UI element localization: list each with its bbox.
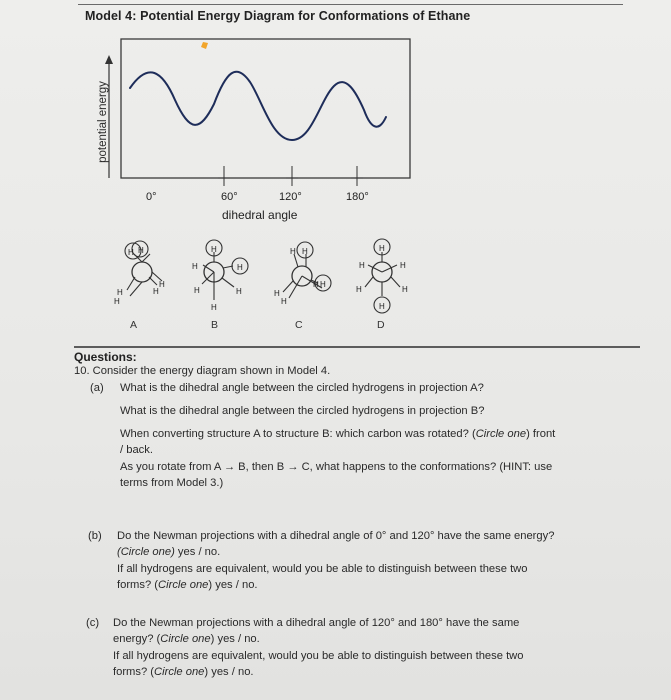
bond [142,254,150,262]
atom-label: H [192,262,198,271]
atom-label: H [153,287,159,296]
part-c-question-1: Do the Newman projections with a dihedral angle of 120° and 180° have the same [113,617,520,629]
tick-label-0: 0° [146,191,157,203]
newman-projection-d [356,239,408,313]
part-b-question-2: (Circle one) yes / no. [117,546,221,558]
bond [149,277,157,285]
bond [127,277,135,290]
tick-label-60: 60° [221,191,238,203]
part-c-question-2: energy? (Circle one) yes / no. [113,633,260,645]
part-b-question-4: forms? (Circle one) yes / no. [117,579,258,591]
part-a-marker: (a) [90,382,104,394]
part-a-question-3: When converting structure A to structure B: which carbon was rotated? (Circle one) front [120,428,556,440]
bond [130,282,142,296]
atom-label: H [211,245,217,254]
part-c-question-4: forms? (Circle one) yes / no. [113,666,254,678]
bond [391,277,400,287]
atom-label: H [281,297,287,306]
atom-label: H [359,261,365,270]
part-a-question-3-cont: / back. [120,444,153,456]
projection-label-c: C [295,319,303,331]
bond [289,276,302,298]
atom-label: H [302,247,308,256]
tick-label-120: 120° [279,191,302,203]
part-b-question-3: If all hydrogens are equivalent, would you be able to distinguish between these two [117,563,528,575]
atom-label: H [194,286,200,295]
newman-projection-a [114,241,165,306]
atom-label: H [313,280,319,289]
atom-label: H [274,289,280,298]
part-a-question-4: As you rotate from A → B, then B → C, what happens to the conformations? (HINT: use [120,461,553,473]
model-title: Model 4: Potential Energy Diagram for Conformations of Ethane [85,9,471,23]
atom-label: H [159,280,165,289]
bond [222,278,234,287]
atom-label: H [356,285,362,294]
x-axis-label: dihedral angle [222,208,298,222]
atom-label: H [236,287,242,296]
atom-label: H [402,285,408,294]
question-10-stem: 10. Consider the energy diagram shown in Model 4. [74,365,331,377]
projection-label-b: B [211,319,219,331]
newman-projection-b [192,240,248,312]
atom-label: H [379,244,385,253]
atom-label: H [320,280,326,289]
part-c-question-3: If all hydrogens are equivalent, would you be able to distinguish between these two [113,650,524,662]
part-a-question-2: What is the dihedral angle between the circled hydrogens in projection B? [120,405,485,417]
part-a-question-1: What is the dihedral angle between the circled hydrogens in projection A? [120,382,484,394]
questions-divider [74,346,640,348]
questions-heading: Questions: [74,350,137,364]
atom-label: H [128,248,134,257]
atom-label: H [114,297,120,306]
bond [368,265,382,272]
atom-label: H [211,303,217,312]
atom-label: H [290,247,296,256]
part-a-question-4-cont: terms from Model 3.) [120,477,224,489]
atom-label: H [237,263,243,272]
part-b-marker: (b) [88,530,102,542]
atom-label: H [117,288,123,297]
atom-label: H [379,302,385,311]
part-c-marker: (c) [86,617,100,629]
part-b-question-1: Do the Newman projections with a dihedral angle of 0° and 120° have the same energy? [117,530,555,542]
projection-label-d: D [377,319,385,331]
newman-projections [0,0,671,340]
atom-label: H [400,261,406,270]
bond [283,281,293,292]
atom-label: H [138,246,144,255]
newman-projection-c [274,242,331,306]
tick-label-180: 180° [346,191,369,203]
rear-carbon-circle [132,262,152,282]
projection-label-a: A [130,319,138,331]
bond [365,277,373,287]
y-axis-label: potential energy [97,81,109,163]
